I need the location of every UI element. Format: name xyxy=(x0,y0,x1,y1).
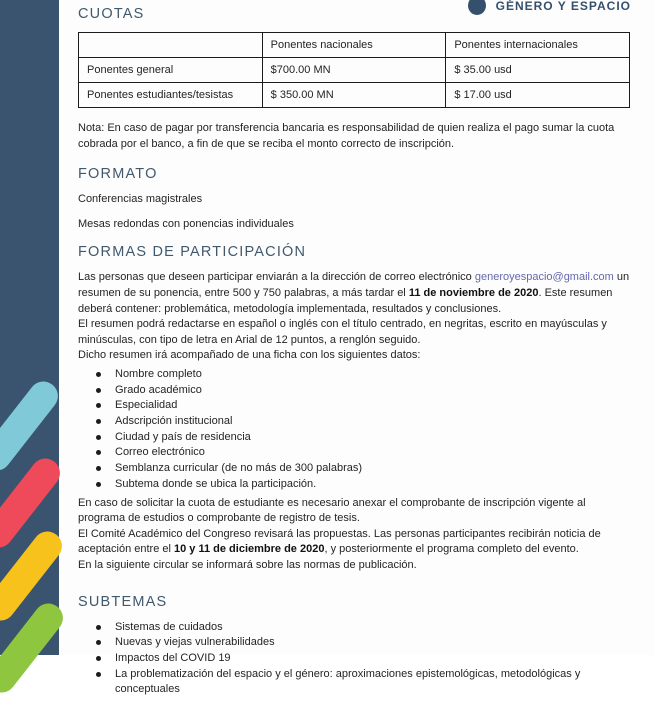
list-item: Correo electrónico xyxy=(96,445,630,461)
paragraph-text: , y posteriormente el programa completo del evento. xyxy=(324,543,579,556)
participacion-heading: FORMAS DE PARTICIPACIÓN xyxy=(78,244,307,261)
cuotas-heading: CUOTAS xyxy=(78,6,145,22)
paragraph-text: Las personas que deseen participar enviarán a la dirección de correo electrónico xyxy=(78,271,475,284)
cell-value: $700.00 MN xyxy=(262,58,446,83)
diagonal-pills-graphic xyxy=(0,0,59,655)
cell-value: $ 35.00 usd xyxy=(446,58,630,83)
participacion-paragraph-1 xyxy=(78,270,630,317)
ficha-list xyxy=(78,367,630,493)
main-content xyxy=(78,6,630,701)
subtemas-heading: SUBTEMAS xyxy=(78,593,168,610)
bank-note: Nota: En caso de pagar por transferencia bancaria es responsabilidad de quien realiza el pago sumar la cuota cobrada por el banco, a fin de que se reciba el monto correcto de inscripción. xyxy=(78,122,615,150)
header-cell-nacionales: Ponentes nacionales xyxy=(262,33,446,58)
email-link[interactable]: generoyespacio@gmail.com xyxy=(474,271,614,284)
committee-paragraph xyxy=(78,527,630,558)
list-item: La problematización del espacio y el género: aproximaciones epistemológicas, metodológicas y conceptuales xyxy=(96,667,630,698)
list-item: Nombre completo xyxy=(96,367,630,383)
cell-label: Ponentes general xyxy=(79,58,263,83)
table-header-row xyxy=(79,33,630,58)
paragraph-text: un resumen de su ponencia, entre 500 y 750 palabras, a más tardar el xyxy=(78,271,630,299)
paragraph-text: . Este resumen deberá contener: problemática, metodología implementada, resultados y conclusiones. xyxy=(78,286,613,315)
list-item: Semblanza curricular (de no más de 300 palabras) xyxy=(96,461,630,477)
fees-table xyxy=(78,32,630,108)
table-row xyxy=(79,83,630,108)
left-decoration-bar xyxy=(0,0,59,655)
pill-blue xyxy=(0,376,64,477)
list-item: Sistemas de cuidados xyxy=(96,620,630,636)
participacion-paragraph-3: Dicho resumen irá acompañado de una ficha con los siguientes datos: xyxy=(78,349,421,362)
header-cell-empty xyxy=(79,33,263,58)
table-row xyxy=(79,58,630,83)
cell-value: $ 17.00 usd xyxy=(446,83,630,108)
formato-item: Mesas redondas con ponencias individuales xyxy=(78,217,294,230)
deadline-date: 11 de noviembre de 2020 xyxy=(408,286,539,299)
student-fee-paragraph: En caso de solicitar la cuota de estudiante es necesario anexar el comprobante de inscripción vigente al programa de estudios o comprobante de registro de tesis. xyxy=(78,496,586,525)
formato-heading: FORMATO xyxy=(78,166,158,183)
list-item: Nuevas y viejas vulnerabilidades xyxy=(96,635,630,651)
list-item: Especialidad xyxy=(96,398,630,414)
next-circular-paragraph: En la siguiente circular se informará sobre las normas de publicación. xyxy=(78,558,417,571)
list-item: Ciudad y país de residencia xyxy=(96,430,630,446)
list-item: Grado académico xyxy=(96,383,630,399)
paragraph-text: El Comité Académico del Congreso revisará las propuestas. Las personas participantes recibirán noticia de aceptación entre el xyxy=(78,527,601,556)
list-item: Subtema donde se ubica la participación. xyxy=(96,477,630,493)
subtemas-list xyxy=(78,620,630,699)
participacion-paragraph-2: El resumen podrá redactarse en español o inglés con el título centrado, en negritas, escrito en mayúsculas y minúsculas, con tipo de letra en Arial de 12 puntos, a renglón seguido. xyxy=(78,318,607,346)
list-item: Adscripción institucional xyxy=(96,414,630,430)
header-cell-internacionales: Ponentes internacionales xyxy=(446,33,630,58)
formato-item: Conferencias magistrales xyxy=(78,193,203,206)
cell-label: Ponentes estudiantes/tesistas xyxy=(79,83,263,108)
acceptance-date: 10 y 11 de diciembre de 2020 xyxy=(174,543,325,556)
logo-text: GÉNERO Y ESPACIO xyxy=(495,0,631,13)
cell-value: $ 350.00 MN xyxy=(262,83,446,108)
list-item: Impactos del COVID 19 xyxy=(96,651,630,667)
